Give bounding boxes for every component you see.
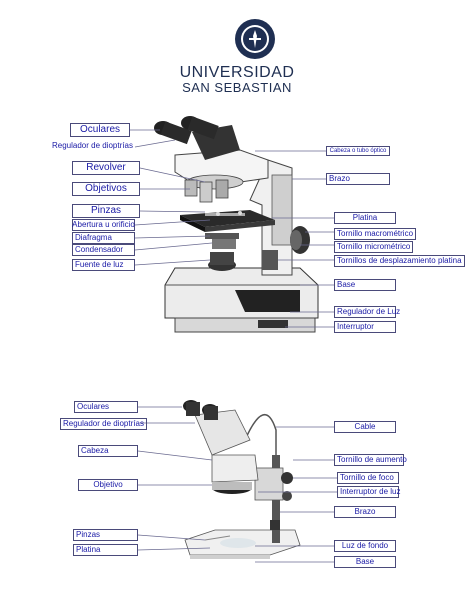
label-oculares-2: Oculares: [74, 401, 138, 413]
label-regulador-dioptrias-1: Regulador de dioptrías: [52, 141, 133, 150]
label-platina-1: Platina: [334, 212, 396, 224]
label-brazo-1: Brazo: [326, 173, 390, 185]
label-cabeza-tubo-optico: Cabeza o tubo óptico: [326, 146, 390, 156]
label-cabeza: Cabeza: [78, 445, 138, 457]
label-tornillo-de-foco: Tornillo de foco: [337, 472, 399, 484]
label-fuente-de-luz: Fuente de luz: [72, 259, 135, 271]
label-abertura-orificio: Abertura u orificio: [72, 220, 135, 229]
label-condensador: Condensador: [72, 244, 135, 256]
label-luz-de-fondo: Luz de fondo: [334, 540, 396, 552]
brand-line1: UNIVERSIDAD: [179, 64, 295, 81]
label-cable: Cable: [334, 421, 396, 433]
label-regulador-dioptrias-2: Regulador de dioptrías: [60, 418, 147, 430]
label-interruptor: Interruptor: [334, 321, 396, 333]
label-interruptor-de-luz: Interruptor de luz: [337, 486, 399, 498]
label-pinzas-1: Pinzas: [72, 204, 140, 218]
brand-line2: SAN SEBASTIAN: [182, 80, 292, 95]
label-objetivo: Objetivo: [78, 479, 138, 491]
label-tornillo-micrometrico: Tornillo micrométrico: [334, 241, 413, 253]
label-tornillos-desplazamiento: Tornillos de desplazamiento platina: [334, 255, 465, 267]
label-tornillo-macrometrico: Tornillo macrométrico: [334, 228, 416, 240]
label-tornillo-de-aumento: Tornillo de aumento: [334, 454, 404, 466]
label-oculares-1: Oculares: [70, 123, 130, 137]
label-pinzas-2: Pinzas: [73, 529, 138, 541]
label-brazo-2: Brazo: [334, 506, 396, 518]
label-platina-2: Platina: [73, 544, 138, 556]
label-diafragma: Diafragma: [72, 232, 135, 244]
label-revolver: Revolver: [72, 161, 140, 175]
label-base-2: Base: [334, 556, 396, 568]
label-objetivos: Objetivos: [72, 182, 140, 196]
label-base-1: Base: [334, 279, 396, 291]
label-regulador-de-luz: Regulador de Luz: [334, 306, 396, 318]
